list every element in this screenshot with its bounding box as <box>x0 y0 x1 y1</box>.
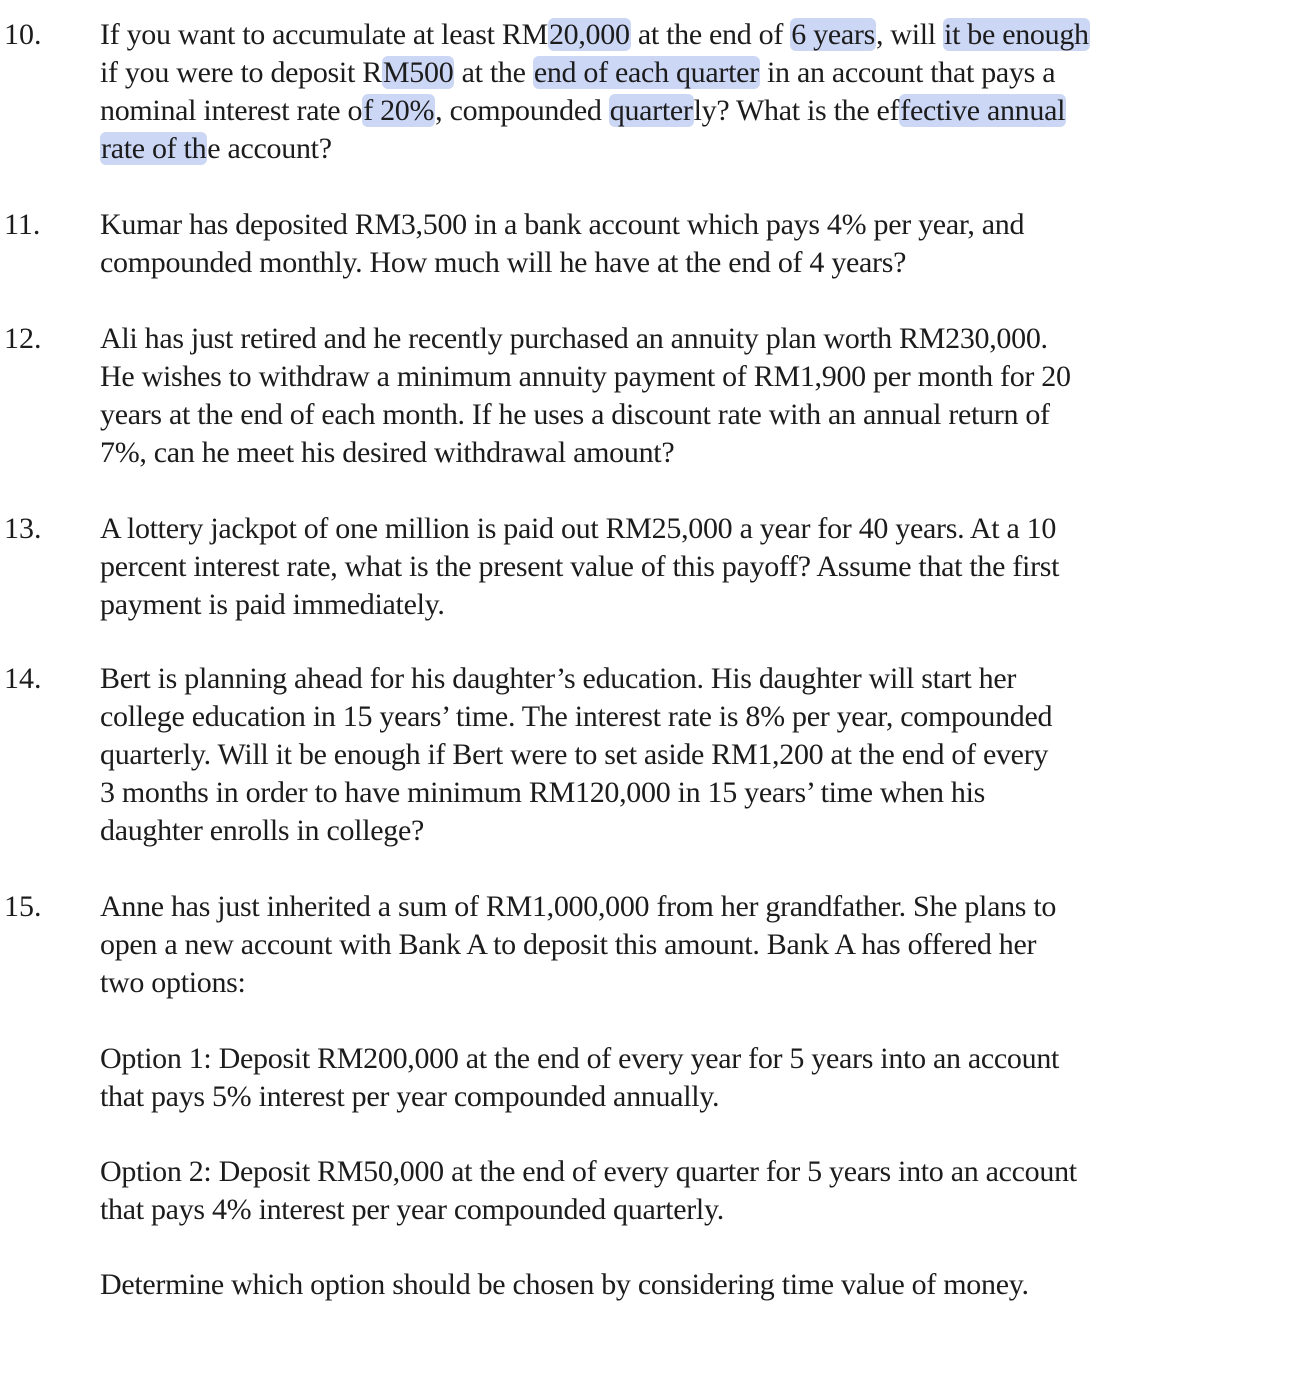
text-segment: payment is paid immediately. <box>100 588 445 621</box>
text-line <box>100 888 1056 926</box>
text-line <box>100 586 445 624</box>
text-segment: nominal interest rate o <box>100 94 363 127</box>
text-segment: that pays 5% interest per year compounded annually. <box>100 1080 720 1113</box>
question-number: 10. <box>4 18 42 51</box>
text-line <box>100 812 424 850</box>
text-line <box>100 1191 724 1229</box>
highlighted-text: fective annual <box>900 94 1066 127</box>
text-segment: percent interest rate, what is the present value of this payoff? Assume that the first <box>100 550 1060 583</box>
text-segment: Kumar has deposited RM3,500 in a bank account which pays 4% per year, and <box>100 208 1025 241</box>
text-line <box>100 130 332 168</box>
question-number: 11. <box>4 208 41 241</box>
text-segment: college education in 15 years’ time. The interest rate is 8% per year, compounded <box>100 700 1053 733</box>
text-line <box>100 1078 719 1116</box>
text-segment: at the <box>454 56 533 89</box>
question-number: 13. <box>4 512 42 545</box>
text-line <box>100 548 1059 586</box>
text-segment: e account? <box>207 132 332 165</box>
text-segment: If you want to accumulate at least RM <box>100 18 548 51</box>
text-segment: , compounded <box>435 94 609 127</box>
text-segment: that pays 4% interest per year compounded quarterly. <box>100 1193 724 1226</box>
text-line <box>100 1040 1059 1078</box>
text-segment: in an account that pays a <box>759 56 1056 89</box>
text-segment: if you were to deposit R <box>100 56 382 89</box>
text-segment: , will <box>875 18 944 51</box>
text-segment: A lottery jackpot of one million is paid out RM25,000 a year for 40 years. At a 10 <box>100 512 1057 545</box>
text-line <box>100 660 1016 698</box>
text-line <box>100 320 1048 358</box>
text-segment: Option 2: Deposit RM50,000 at the end of every quarter for 5 years into an account <box>100 1155 1077 1188</box>
highlighted-text: 20,000 <box>548 18 630 51</box>
text-segment: Ali has just retired and he recently purchased an annuity plan worth RM230,000. <box>100 322 1048 355</box>
question-number: 12. <box>4 322 42 355</box>
text-segment: at the end of <box>630 18 791 51</box>
text-segment: open a new account with Bank A to deposit this amount. Bank A has offered her <box>100 928 1037 961</box>
highlighted-text: it be enough <box>944 18 1089 51</box>
text-segment: Determine which option should be chosen by considering time value of money. <box>100 1268 1029 1301</box>
highlighted-text: f 20% <box>363 94 435 127</box>
text-line <box>100 1266 1029 1304</box>
text-segment: Anne has just inherited a sum of RM1,000,000 from her grandfather. She plans to <box>100 890 1057 923</box>
text-segment: He wishes to withdraw a minimum annuity payment of RM1,900 per month for 20 <box>100 360 1071 393</box>
text-segment: Option 1: Deposit RM200,000 at the end of every year for 5 years into an account <box>100 1042 1060 1075</box>
text-segment: Bert is planning ahead for his daughter’s education. His daughter will start her <box>100 662 1017 695</box>
highlighted-text: M500 <box>382 56 454 89</box>
text-line <box>100 16 1090 54</box>
text-line <box>100 396 1050 434</box>
text-line <box>100 964 246 1002</box>
text-line <box>100 244 906 282</box>
text-line <box>100 92 1066 130</box>
text-segment: two options: <box>100 966 246 999</box>
text-line <box>100 510 1056 548</box>
text-line <box>100 926 1036 964</box>
text-segment: 3 months in order to have minimum RM120,000 in 15 years’ time when his <box>100 776 986 809</box>
text-segment: ly? What is the ef <box>693 94 900 127</box>
text-segment: compounded monthly. How much will he have at the end of 4 years? <box>100 246 907 279</box>
text-line <box>100 358 1071 396</box>
text-line <box>100 54 1055 92</box>
text-line <box>100 698 1052 736</box>
highlighted-text: 6 years <box>791 18 875 51</box>
text-line <box>100 206 1024 244</box>
question-number: 14. <box>4 662 42 695</box>
text-segment: years at the end of each month. If he uses a discount rate with an annual return of <box>100 398 1050 431</box>
text-line <box>100 774 985 812</box>
text-segment: 7%, can he meet his desired withdrawal amount? <box>100 436 675 469</box>
text-segment: daughter enrolls in college? <box>100 814 424 847</box>
text-line <box>100 1153 1077 1191</box>
question-number: 15. <box>4 890 42 923</box>
text-line <box>100 736 1048 774</box>
highlighted-text: end of each quarter <box>533 56 759 89</box>
text-line <box>100 434 674 472</box>
text-segment: quarterly. Will it be enough if Bert were to set aside RM1,200 at the end of every <box>100 738 1049 771</box>
highlighted-text: quarter <box>609 94 693 127</box>
highlighted-text: rate of th <box>101 132 207 165</box>
